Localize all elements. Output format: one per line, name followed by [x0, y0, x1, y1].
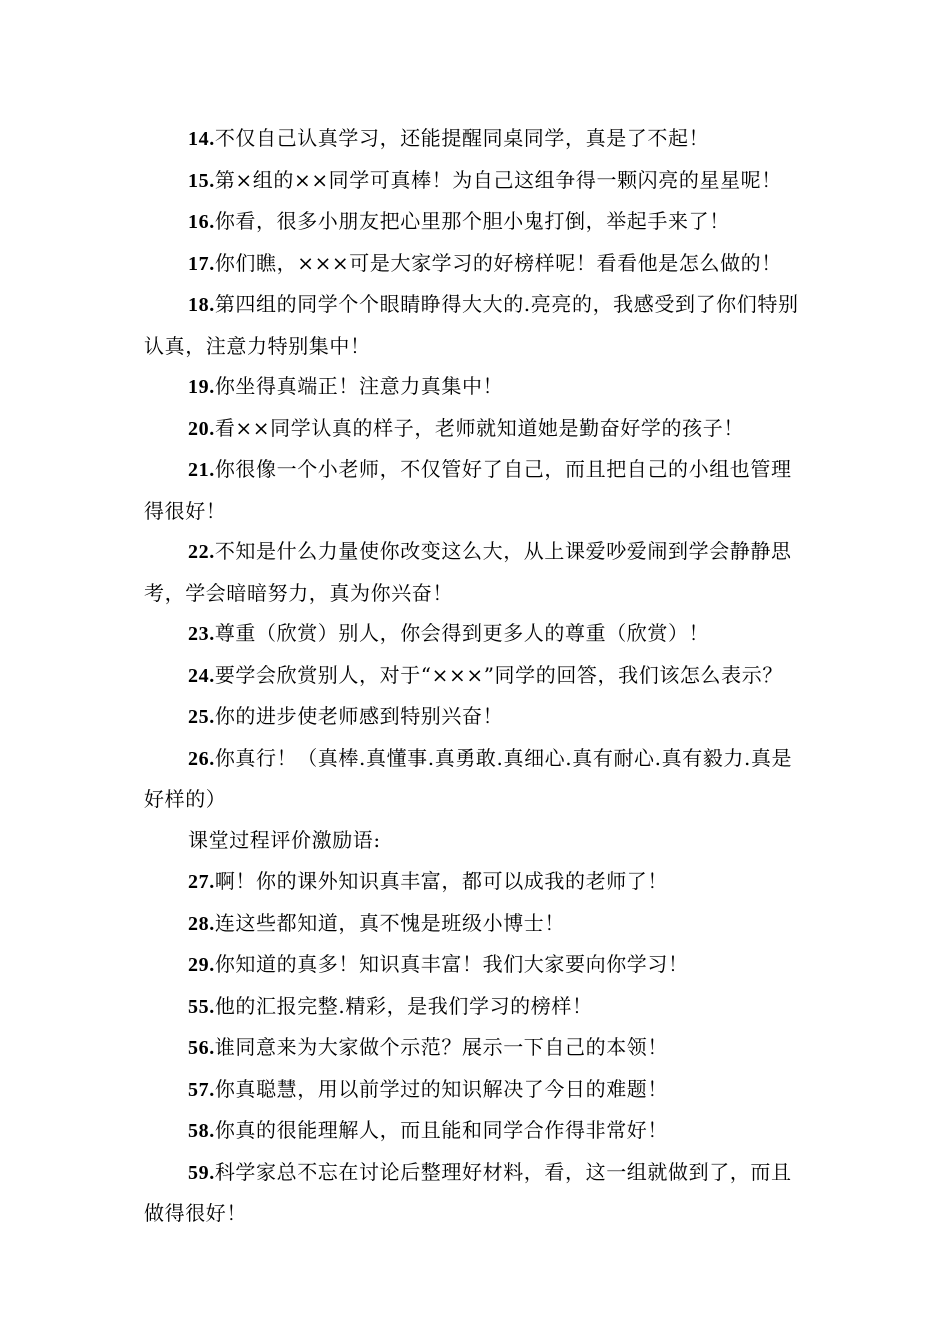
item-text: 你坐得真端正！注意力真集中！: [214, 374, 504, 398]
item-text: 你知道的真多！知识真丰富！我们大家要向你学习！: [214, 952, 689, 976]
item-text: 啊！你的课外知识真丰富，都可以成我的老师了！: [214, 869, 669, 893]
paragraph-55: [144, 986, 809, 1028]
item-number: 27.: [188, 871, 215, 893]
item-number: 20.: [188, 417, 215, 440]
paragraph-16: [144, 201, 809, 243]
paragraph-21: [144, 449, 809, 531]
item-number: 17.: [188, 252, 215, 275]
item-number: 58.: [188, 1120, 215, 1142]
item-number: 18.: [188, 294, 215, 316]
item-text: 谁同意来为大家做个示范？展示一下自己的本领！: [214, 1035, 669, 1059]
document-body: [144, 118, 809, 1234]
item-text: 看××同学认真的样子，老师就知道她是勤奋好学的孩子！: [214, 415, 744, 440]
item-text: 科学家总不忘在讨论后整理好材料，看，这一组就做到了，而且做得很好！: [144, 1159, 792, 1225]
item-number: 55.: [188, 995, 215, 1018]
section-heading: [144, 820, 809, 862]
paragraph-24: [144, 655, 809, 697]
item-number: 19.: [188, 376, 215, 398]
paragraph-27: [144, 861, 809, 903]
item-text: 你真的很能理解人，而且能和同学合作得非常好！: [214, 1118, 669, 1142]
paragraph-28: [144, 903, 809, 945]
paragraph-57: [144, 1069, 809, 1111]
item-text: 第四组的同学个个眼睛睁得大大的.亮亮的，我感受到了你们特别认真，注意力特别集中！: [144, 292, 799, 358]
item-number: 59.: [188, 1161, 215, 1184]
item-number: 24.: [188, 664, 215, 687]
item-text: 他的汇报完整.精彩，是我们学习的榜样！: [214, 993, 593, 1018]
item-number: 56.: [188, 1037, 215, 1059]
item-text: 你们瞧，×××可是大家学习的好榜样呢！看看他是怎么做的！: [214, 250, 782, 275]
paragraph-22: [144, 531, 809, 613]
paragraph-25: [144, 696, 809, 738]
item-text: 连这些都知道，真不愧是班级小博士！: [214, 910, 566, 935]
item-number: 25.: [188, 706, 215, 728]
item-text: 你真聪慧，用以前学过的知识解决了今日的难题！: [214, 1076, 669, 1101]
item-text: 课堂过程评价激励语:: [188, 827, 381, 852]
paragraph-59: [144, 1152, 809, 1234]
item-number: 16.: [188, 211, 215, 233]
item-number: 23.: [188, 623, 215, 645]
paragraph-18: [144, 284, 809, 366]
paragraph-23: [144, 613, 809, 655]
item-number: 21.: [188, 459, 215, 481]
item-number: 26.: [188, 747, 215, 770]
paragraph-56: [144, 1027, 809, 1069]
item-number: 29.: [188, 954, 215, 976]
item-text: 你的进步使老师感到特别兴奋！: [214, 704, 504, 728]
paragraph-29: [144, 944, 809, 986]
paragraph-14: [144, 118, 809, 160]
item-text: 你很像一个小老师，不仅管好了自己，而且把自己的小组也管理得很好！: [144, 457, 792, 523]
item-text: 你看，很多小朋友把心里那个胆小鬼打倒，举起手来了！: [214, 209, 730, 233]
item-number: 22.: [188, 541, 215, 563]
item-text: 第×组的××同学可真棒！为自己这组争得一颗闪亮的星星呢！: [214, 167, 782, 192]
paragraph-20: [144, 408, 809, 450]
item-text: 不仅自己认真学习，还能提醒同桌同学，真是了不起！: [214, 126, 710, 150]
item-text: 不知是什么力量使你改变这么大，从上课爱吵爱闹到学会静静思考，学会暗暗努力，真为你兴奋！: [144, 539, 792, 605]
item-number: 57.: [188, 1078, 215, 1101]
item-number: 28.: [188, 912, 215, 935]
item-text: 尊重（欣赏）别人，你会得到更多人的尊重（欣赏）！: [214, 621, 710, 645]
paragraph-15: [144, 160, 809, 202]
paragraph-17: [144, 243, 809, 285]
paragraph-58: [144, 1110, 809, 1152]
item-text: 你真行！（真棒.真懂事.真勇敢.真细心.真有耐心.真有毅力.真是好样的）: [144, 745, 793, 811]
item-number: 15.: [188, 169, 215, 192]
paragraph-26: [144, 738, 809, 820]
item-number: 14.: [188, 128, 215, 150]
paragraph-19: [144, 366, 809, 408]
item-text: 要学会欣赏别人，对于“×××”同学的回答，我们该怎么表示？: [214, 662, 783, 687]
